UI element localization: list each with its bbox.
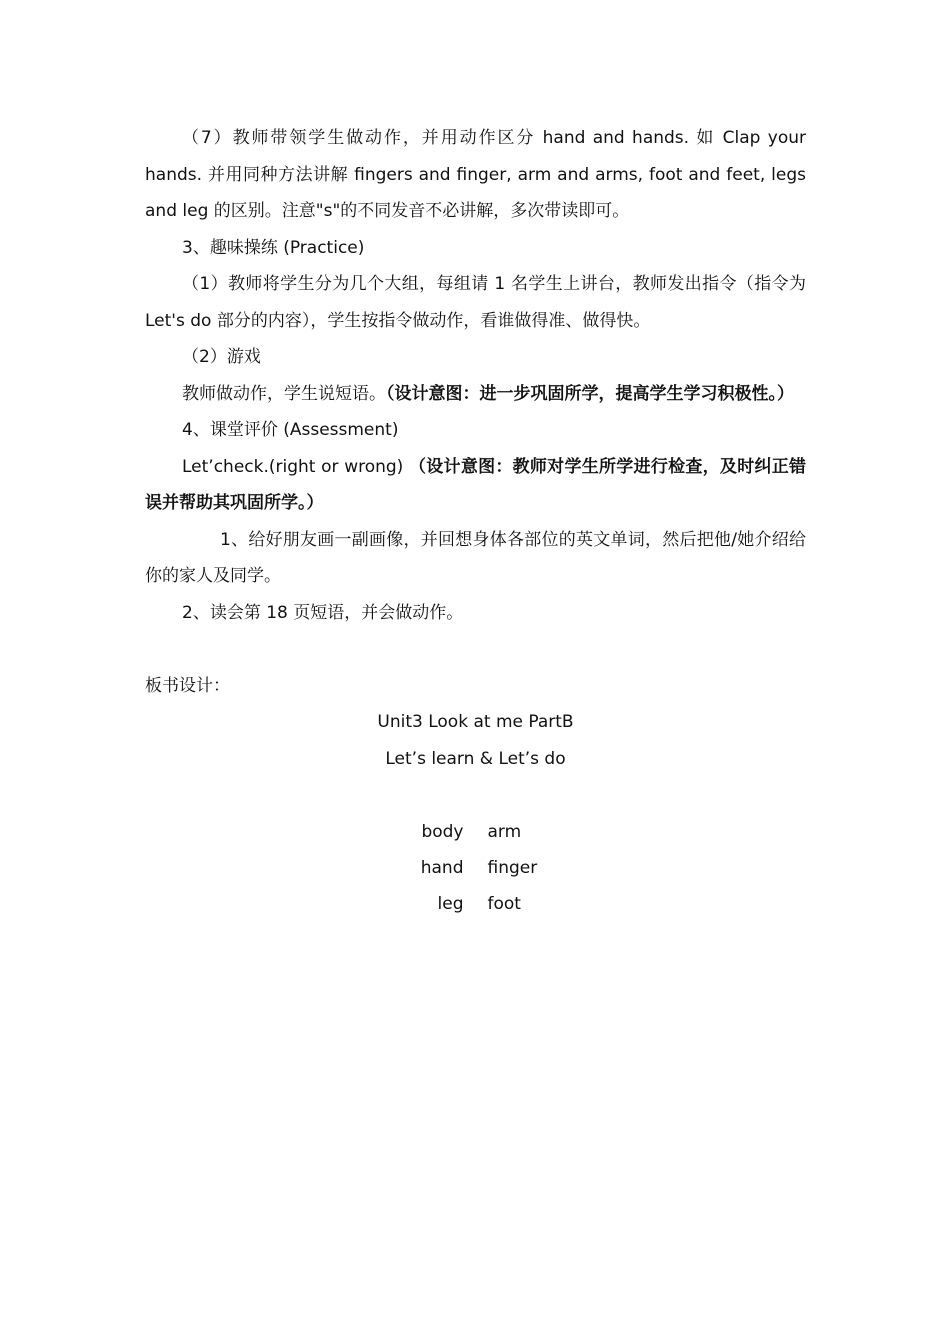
check-text: Let’check.(right or wrong) xyxy=(182,456,409,477)
board-subtitle: Let’s learn & Let’s do xyxy=(385,748,566,769)
word-right: arm xyxy=(487,821,522,842)
paragraph-step-7: （7）教师带领学生做动作，并用动作区分 hand and hands. 如 Clap your hands. 并用同种方法讲解 fingers and finger, arm and arms, foot and feet, legs and leg 的区别。注意"s"的不同发音不必讲解，多次带读即可。 xyxy=(145,128,806,221)
design-intent-note: （设计意图：进一步巩固所学，提高学生学习积极性。） xyxy=(386,383,794,404)
heading-practice: 3、趣味操练 (Practice) xyxy=(182,237,365,258)
paragraph-homework-1: 1、给好朋友画一副画像，并回想身体各部位的英文单词，然后把他/她介绍给你的家人及同学。 xyxy=(145,529,806,586)
word-right: foot xyxy=(487,893,521,914)
design-intent-note: （设计意图：教师对学生所学进行检查，及时纠正错误并帮助其巩固所学。） xyxy=(145,456,807,513)
board-word-list xyxy=(145,814,806,922)
word-right: finger xyxy=(487,857,538,878)
word-left: leg xyxy=(437,893,464,914)
document-body xyxy=(145,120,806,922)
game-text: 教师做动作，学生说短语。 xyxy=(182,383,386,404)
word-row xyxy=(145,850,806,886)
board-design-label: 板书设计： xyxy=(145,675,230,696)
paragraph-practice-1: （1）教师将学生分为几个大组，每组请 1 名学生上讲台，教师发出指令（指令为 Let's do 部分的内容），学生按指令做动作，看谁做得准、做得快。 xyxy=(145,274,806,331)
word-left: hand xyxy=(420,857,464,878)
word-row xyxy=(145,886,806,922)
word-row xyxy=(145,814,806,850)
paragraph-game xyxy=(145,376,806,413)
board-title: Unit3 Look at me PartB xyxy=(377,712,574,732)
paragraph-check xyxy=(145,449,806,522)
paragraph-practice-2-title: （2）游戏 xyxy=(182,347,261,367)
word-left: body xyxy=(421,821,464,842)
blank-line xyxy=(145,631,806,668)
heading-assessment: 4、课堂评价 (Assessment) xyxy=(182,420,399,440)
paragraph-homework-2: 2、读会第 18 页短语，并会做动作。 xyxy=(182,602,464,623)
